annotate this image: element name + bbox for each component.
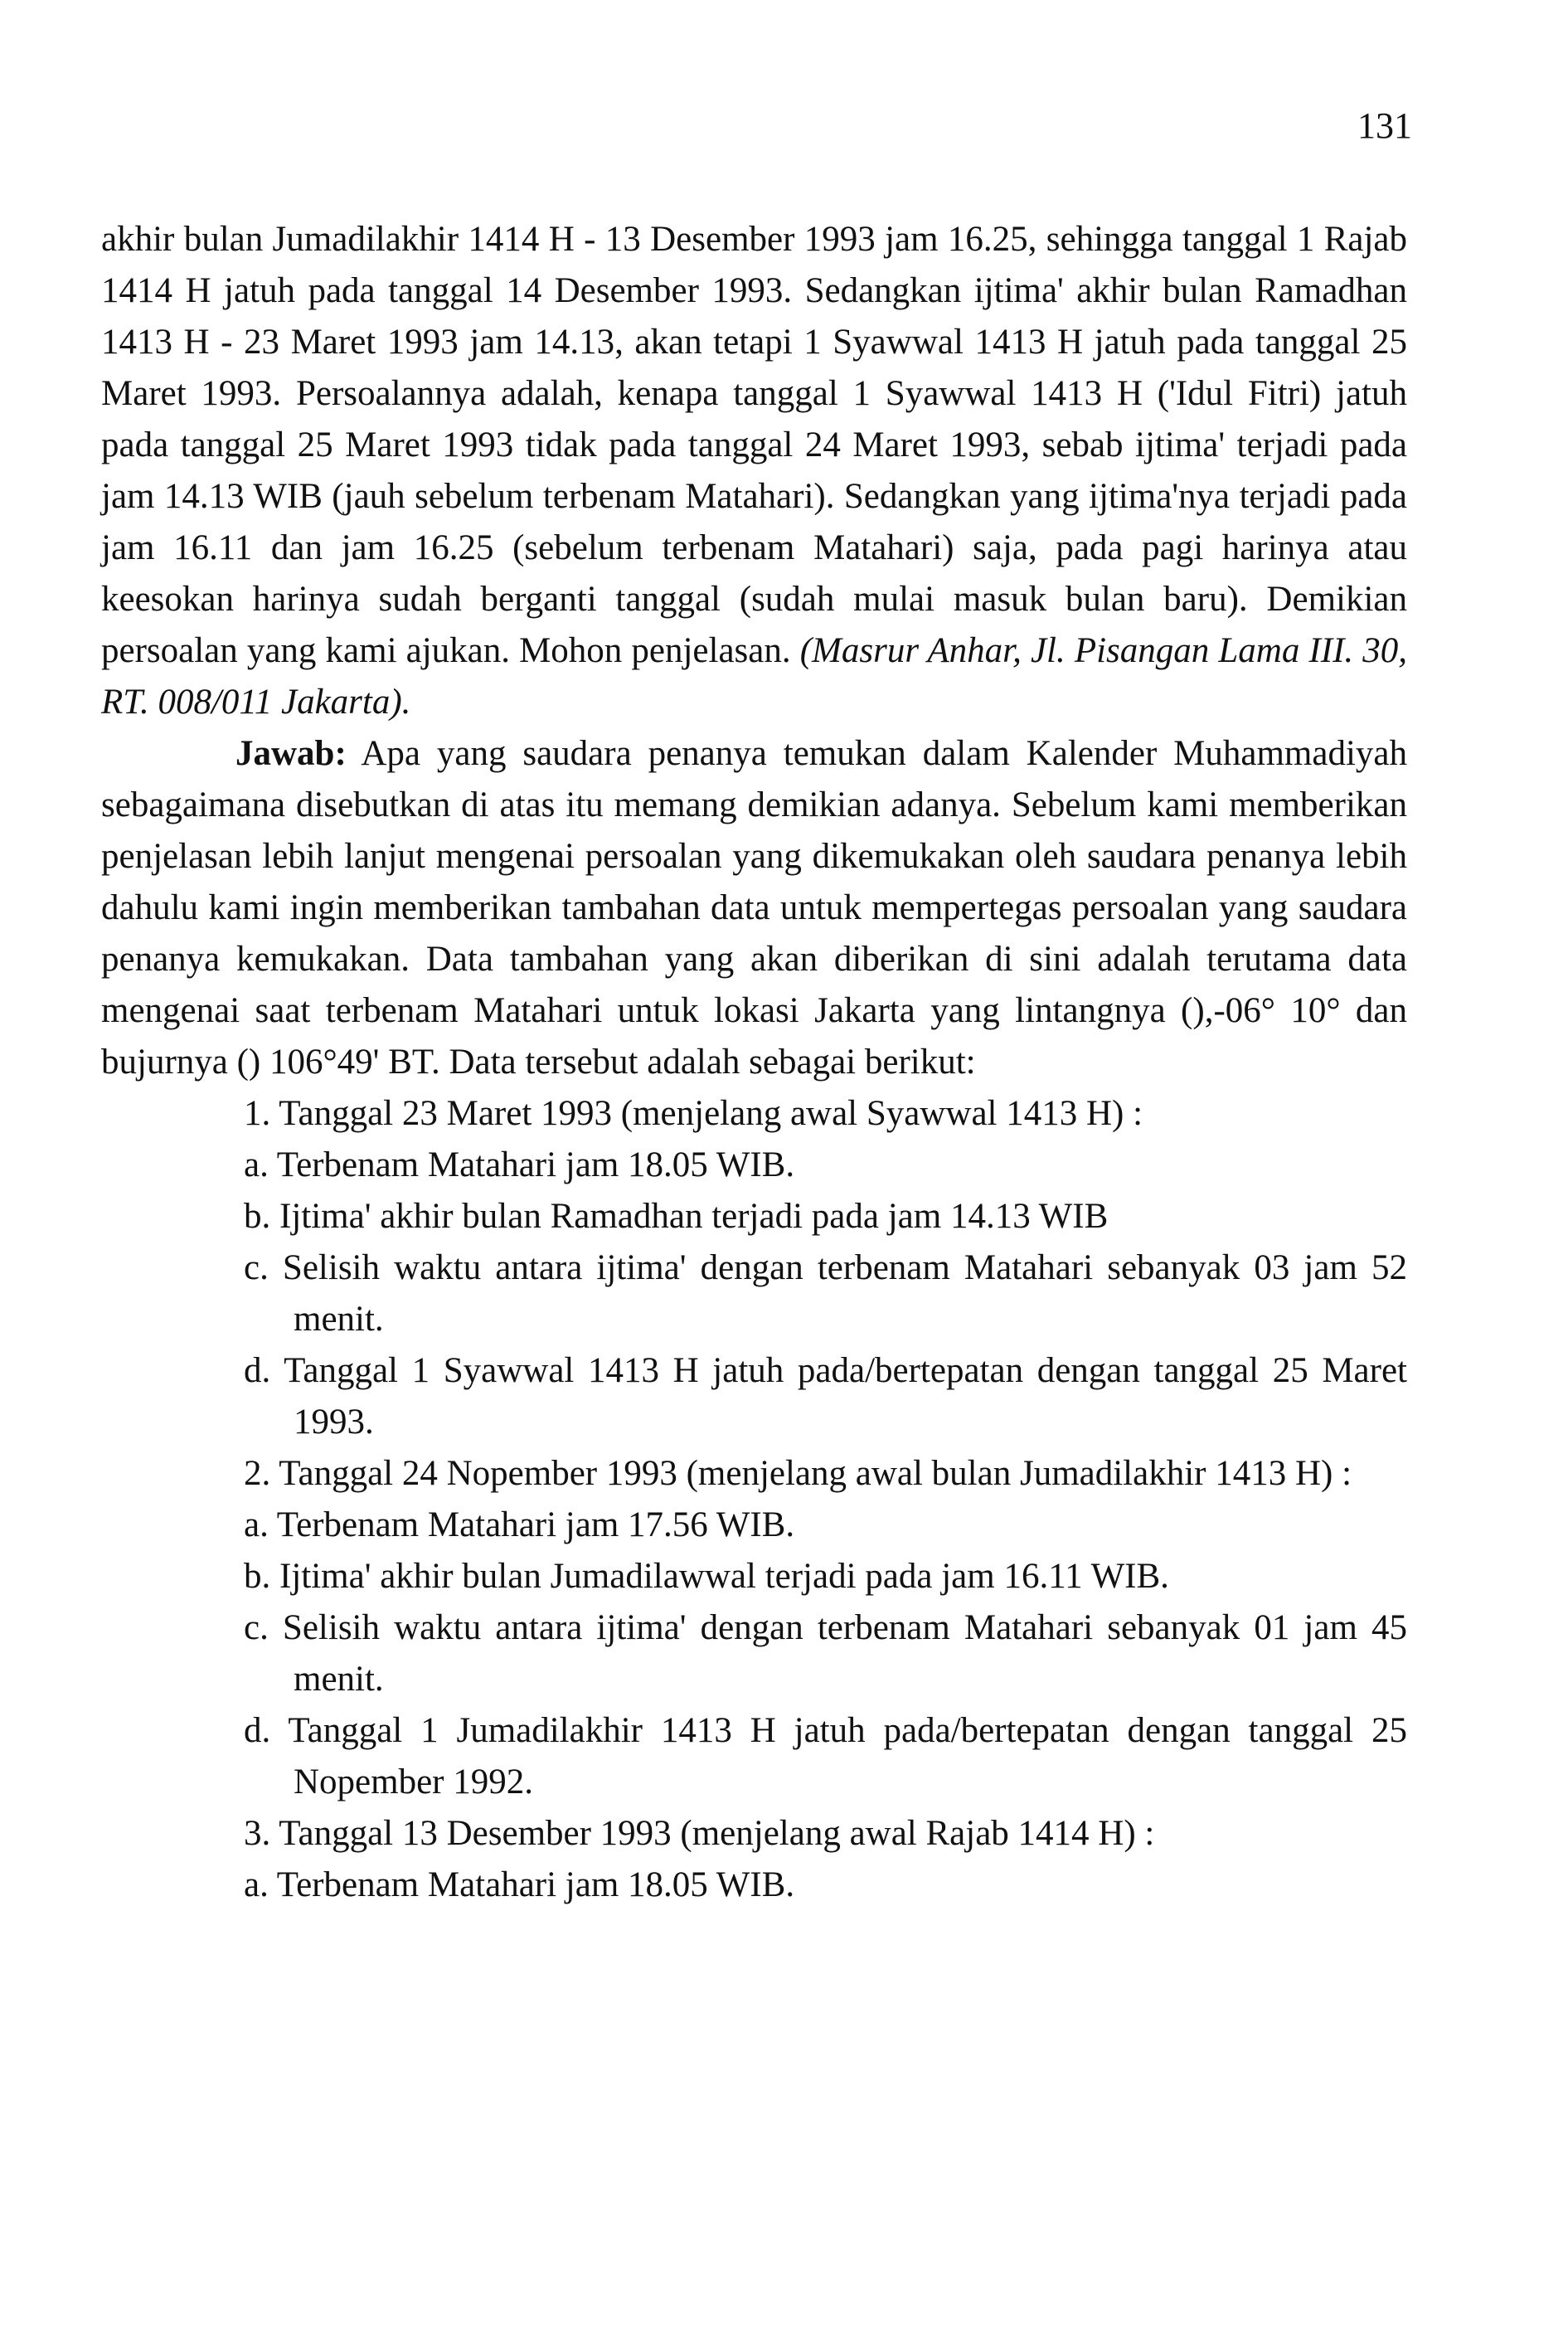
page-number: 131 [1357,105,1412,146]
list-item: b. Ijtima' akhir bulan Ramadhan terjadi pada jam 14.13 WIB [244,1197,1109,1236]
list-item: a. Terbenam Matahari jam 18.05 WIB. [244,1865,795,1904]
page-content [101,214,1407,1911]
list-item: d. Tanggal 1 Jumadilakhir 1413 H jatuh pada/bertepatan dengan tanggal 25 Nopember 1992. [244,1711,1407,1801]
answer-text: Apa yang saudara penanya temukan dalam Kalender Muhammadiyah sebagaimana disebutkan di atas itu memang demikian adanya. Sebelum kami memberikan penjelasan lebih lanjut mengenai persoalan yang dikemukakan oleh saudara penanya lebih dahulu kami ingin memberikan tambahan data untuk mempertegas persoalan yang saudara penanya kemukakan. Data tambahan yang akan diberikan di sini adalah terutama data mengenai saat terbenam Matahari untuk lokasi Jakarta yang lintangnya (),-06° 10° dan bujurnya () 106°49' BT. Data tersebut adalah sebagai berikut: [101,734,1407,1082]
answer-paragraph [101,728,1407,1088]
citation: (Masrur Anhar, Jl. Pisangan Lama III. 30, RT. 008/011 Jakarta). [101,631,1408,722]
answer-label: Jawab: [235,734,347,773]
list-item: 2. Tanggal 24 Nopember 1993 (menjelang awal bulan Jumadilakhir 1413 H) : [244,1454,1352,1493]
list-item: c. Selisih waktu antara ijtima' dengan terbenam Matahari sebanyak 03 jam 52 menit. [244,1248,1407,1339]
intro-paragraph [101,214,1407,728]
data-list [101,1088,1407,1911]
list-item: c. Selisih waktu antara ijtima' dengan terbenam Matahari sebanyak 01 jam 45 menit. [244,1608,1407,1699]
list-item: b. Ijtima' akhir bulan Jumadilawwal terjadi pada jam 16.11 WIB. [244,1557,1169,1596]
list-item: a. Terbenam Matahari jam 17.56 WIB. [244,1505,795,1544]
list-item: 1. Tanggal 23 Maret 1993 (menjelang awal Syawwal 1413 H) : [244,1094,1143,1133]
intro-text: akhir bulan Jumadilakhir 1414 H - 13 Desember 1993 jam 16.25, sehingga tanggal 1 Rajab 1414 H jatuh pada tanggal 14 Desember 1993. Sedangkan ijtima' akhir bulan Ramadhan 1413 H - 23 Maret 1993 jam 14.13, akan tetapi 1 Syawwal 1413 H jatuh pada tanggal 25 Maret 1993. Persoalannya adalah, kenapa tanggal 1 Syawwal 1413 H ('Idul Fitri) jatuh pada tanggal 25 Maret 1993 tidak pada tanggal 24 Maret 1993, sebab ijtima' terjadi pada jam 14.13 WIB (jauh sebelum terbenam Matahari). Sedangkan yang ijtima'nya terjadi pada jam 16.11 dan jam 16.25 (sebelum terbenam Matahari) saja, pada pagi harinya atau keesokan harinya sudah berganti tanggal (sudah mulai masuk bulan baru). Demikian persoalan yang kami ajukan. Mohon penjelasan. [101,220,1407,670]
list-item: a. Terbenam Matahari jam 18.05 WIB. [244,1145,795,1184]
list-item: 3. Tanggal 13 Desember 1993 (menjelang awal Rajab 1414 H) : [244,1814,1155,1853]
list-item: d. Tanggal 1 Syawwal 1413 H jatuh pada/bertepatan dengan tanggal 25 Maret 1993. [244,1351,1407,1442]
